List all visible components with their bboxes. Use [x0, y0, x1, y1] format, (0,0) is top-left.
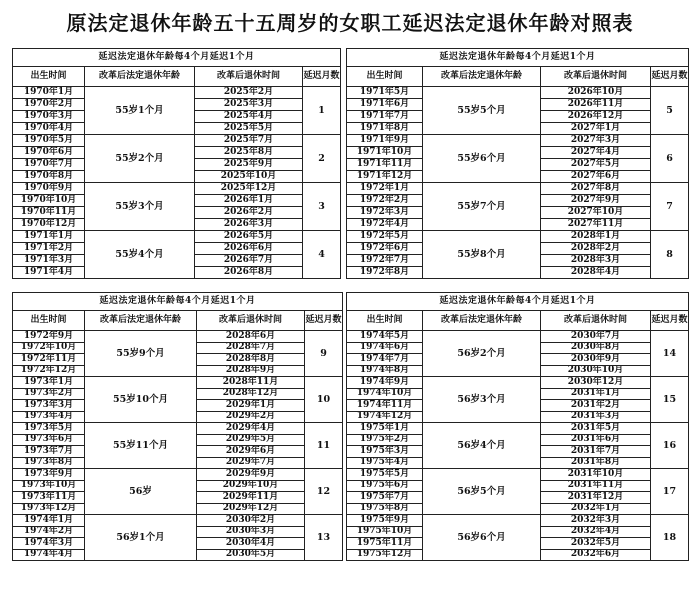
birth-time-cell: 1970年12月 [13, 219, 85, 231]
retire-time-cell: 2028年3月 [541, 255, 651, 267]
delay-months-cell: 14 [651, 331, 689, 377]
page-title: 原法定退休年龄五十五周岁的女职工延迟法定退休年龄对照表 [66, 11, 634, 35]
table-row [347, 469, 689, 481]
retire-age-cell: 55岁5个月 [423, 87, 541, 135]
retire-time-cell: 2026年10月 [541, 87, 651, 99]
birth-time-cell: 1975年6月 [347, 480, 423, 492]
retire-time-cell: 2027年6月 [541, 171, 651, 183]
table-caption: 延迟法定退休年龄每4个月延迟1个月 [347, 293, 689, 311]
header-retire-age: 改革后法定退休年龄 [85, 311, 197, 331]
birth-time-cell: 1972年1月 [347, 183, 423, 195]
retire-time-cell: 2032年3月 [541, 515, 651, 527]
retire-time-cell: 2030年10月 [541, 365, 651, 377]
birth-time-cell: 1972年4月 [347, 219, 423, 231]
retire-time-cell: 2029年11月 [197, 492, 305, 504]
table-2 [346, 48, 689, 279]
retire-time-cell: 2030年8月 [541, 342, 651, 354]
retire-age-cell: 55岁6个月 [423, 135, 541, 183]
retire-time-cell: 2030年9月 [541, 354, 651, 366]
table-row [347, 183, 689, 195]
retire-time-cell: 2026年3月 [195, 219, 303, 231]
retire-time-cell: 2026年11月 [541, 99, 651, 111]
table-row [13, 377, 343, 389]
header-retire-time: 改革后退休时间 [195, 67, 303, 87]
birth-time-cell: 1975年1月 [347, 423, 423, 435]
table-row [347, 377, 689, 389]
table-caption: 延迟法定退休年龄每4个月延迟1个月 [347, 49, 689, 67]
table-row [13, 515, 343, 527]
birth-time-cell: 1971年10月 [347, 147, 423, 159]
table-row [13, 423, 343, 435]
header-delay-months: 延迟月数 [303, 67, 341, 87]
birth-time-cell: 1970年5月 [13, 135, 85, 147]
table-row [13, 231, 341, 243]
retire-time-cell: 2031年12月 [541, 492, 651, 504]
delay-months-cell: 11 [305, 423, 343, 469]
retire-time-cell: 2030年5月 [197, 549, 305, 561]
birth-time-cell: 1973年2月 [13, 388, 85, 400]
table-row [13, 87, 341, 99]
birth-time-cell: 1975年4月 [347, 457, 423, 469]
birth-time-cell: 1971年7月 [347, 111, 423, 123]
retire-time-cell: 2026年1月 [195, 195, 303, 207]
delay-months-cell: 12 [305, 469, 343, 515]
retire-age-cell: 55岁7个月 [423, 183, 541, 231]
retire-time-cell: 2025年9月 [195, 159, 303, 171]
birth-time-cell: 1974年2月 [13, 526, 85, 538]
retire-time-cell: 2027年10月 [541, 207, 651, 219]
retire-time-cell: 2026年12月 [541, 111, 651, 123]
retire-age-cell: 55岁10个月 [85, 377, 197, 423]
caption-row [13, 293, 343, 311]
delay-months-cell: 9 [305, 331, 343, 377]
header-delay-months: 延迟月数 [651, 67, 689, 87]
birth-time-cell: 1975年5月 [347, 469, 423, 481]
retire-age-cell: 55岁11个月 [85, 423, 197, 469]
retire-age-cell: 55岁9个月 [85, 331, 197, 377]
birth-time-cell: 1971年1月 [13, 231, 85, 243]
delay-months-cell: 7 [651, 183, 689, 231]
header-row [347, 311, 689, 331]
table-3 [12, 292, 343, 561]
birth-time-cell: 1974年1月 [13, 515, 85, 527]
retire-time-cell: 2025年10月 [195, 171, 303, 183]
birth-time-cell: 1971年2月 [13, 243, 85, 255]
table-row [347, 331, 689, 343]
birth-time-cell: 1974年10月 [347, 388, 423, 400]
birth-time-cell: 1974年12月 [347, 411, 423, 423]
birth-time-cell: 1970年4月 [13, 123, 85, 135]
retire-time-cell: 2027年9月 [541, 195, 651, 207]
retire-time-cell: 2030年3月 [197, 526, 305, 538]
retire-time-cell: 2027年11月 [541, 219, 651, 231]
birth-time-cell: 1974年5月 [347, 331, 423, 343]
header-delay-months: 延迟月数 [651, 311, 689, 331]
retire-time-cell: 2029年2月 [197, 411, 305, 423]
birth-time-cell: 1975年7月 [347, 492, 423, 504]
birth-time-cell: 1974年11月 [347, 400, 423, 412]
birth-time-cell: 1971年9月 [347, 135, 423, 147]
retire-time-cell: 2031年7月 [541, 446, 651, 458]
retire-time-cell: 2029年9月 [197, 469, 305, 481]
birth-time-cell: 1971年8月 [347, 123, 423, 135]
retire-time-cell: 2026年8月 [195, 267, 303, 279]
retire-time-cell: 2031年5月 [541, 423, 651, 435]
table-row [347, 135, 689, 147]
retire-time-cell: 2025年8月 [195, 147, 303, 159]
retire-age-cell: 56岁3个月 [423, 377, 541, 423]
retire-time-cell: 2028年12月 [197, 388, 305, 400]
retire-time-cell: 2025年4月 [195, 111, 303, 123]
birth-time-cell: 1972年2月 [347, 195, 423, 207]
retire-time-cell: 2031年2月 [541, 400, 651, 412]
birth-time-cell: 1975年11月 [347, 538, 423, 550]
retire-time-cell: 2030年12月 [541, 377, 651, 389]
retire-time-cell: 2025年3月 [195, 99, 303, 111]
header-retire-age: 改革后法定退休年龄 [423, 67, 541, 87]
retire-time-cell: 2029年12月 [197, 503, 305, 515]
retire-age-cell: 56岁2个月 [423, 331, 541, 377]
retire-age-cell: 55岁1个月 [85, 87, 195, 135]
retire-time-cell: 2029年10月 [197, 480, 305, 492]
birth-time-cell: 1970年7月 [13, 159, 85, 171]
header-retire-age: 改革后法定退休年龄 [423, 311, 541, 331]
birth-time-cell: 1973年11月 [13, 492, 85, 504]
retire-age-cell: 56岁5个月 [423, 469, 541, 515]
birth-time-cell: 1972年10月 [13, 342, 85, 354]
header-retire-time: 改革后退休时间 [541, 311, 651, 331]
retire-time-cell: 2025年7月 [195, 135, 303, 147]
delay-months-cell: 4 [303, 231, 341, 279]
birth-time-cell: 1972年3月 [347, 207, 423, 219]
header-birth-time: 出生时间 [347, 67, 423, 87]
delay-months-cell: 8 [651, 231, 689, 279]
retire-age-cell: 55岁8个月 [423, 231, 541, 279]
birth-time-cell: 1975年2月 [347, 434, 423, 446]
birth-time-cell: 1974年9月 [347, 377, 423, 389]
retire-time-cell: 2031年1月 [541, 388, 651, 400]
retire-age-cell: 55岁4个月 [85, 231, 195, 279]
retire-time-cell: 2031年6月 [541, 434, 651, 446]
birth-time-cell: 1970年11月 [13, 207, 85, 219]
birth-time-cell: 1972年12月 [13, 365, 85, 377]
table-row [13, 331, 343, 343]
retire-time-cell: 2026年5月 [195, 231, 303, 243]
retire-time-cell: 2026年2月 [195, 207, 303, 219]
birth-time-cell: 1970年6月 [13, 147, 85, 159]
retire-time-cell: 2032年1月 [541, 503, 651, 515]
birth-time-cell: 1970年8月 [13, 171, 85, 183]
birth-time-cell: 1973年6月 [13, 434, 85, 446]
retire-time-cell: 2031年11月 [541, 480, 651, 492]
birth-time-cell: 1971年5月 [347, 87, 423, 99]
retire-time-cell: 2026年6月 [195, 243, 303, 255]
retire-time-cell: 2027年8月 [541, 183, 651, 195]
birth-time-cell: 1972年11月 [13, 354, 85, 366]
retire-time-cell: 2025年2月 [195, 87, 303, 99]
delay-months-cell: 6 [651, 135, 689, 183]
delay-months-cell: 18 [651, 515, 689, 561]
delay-months-cell: 2 [303, 135, 341, 183]
retire-time-cell: 2028年7月 [197, 342, 305, 354]
retire-time-cell: 2030年2月 [197, 515, 305, 527]
birth-time-cell: 1974年8月 [347, 365, 423, 377]
header-row [347, 67, 689, 87]
header-row [13, 67, 341, 87]
birth-time-cell: 1970年10月 [13, 195, 85, 207]
birth-time-cell: 1973年12月 [13, 503, 85, 515]
birth-time-cell: 1970年2月 [13, 99, 85, 111]
birth-time-cell: 1974年6月 [347, 342, 423, 354]
table-caption: 延迟法定退休年龄每4个月延迟1个月 [13, 293, 343, 311]
header-retire-age: 改革后法定退休年龄 [85, 67, 195, 87]
delay-months-cell: 16 [651, 423, 689, 469]
retire-time-cell: 2028年2月 [541, 243, 651, 255]
caption-row [347, 49, 689, 67]
retire-time-cell: 2030年4月 [197, 538, 305, 550]
retire-time-cell: 2029年5月 [197, 434, 305, 446]
retire-time-cell: 2027年5月 [541, 159, 651, 171]
birth-time-cell: 1973年5月 [13, 423, 85, 435]
birth-time-cell: 1973年4月 [13, 411, 85, 423]
table-row [13, 135, 341, 147]
birth-time-cell: 1972年8月 [347, 267, 423, 279]
caption-row [347, 293, 689, 311]
birth-time-cell: 1971年11月 [347, 159, 423, 171]
retire-time-cell: 2029年6月 [197, 446, 305, 458]
retire-time-cell: 2032年6月 [541, 549, 651, 561]
table-row [347, 515, 689, 527]
caption-row [13, 49, 341, 67]
birth-time-cell: 1972年7月 [347, 255, 423, 267]
header-retire-time: 改革后退休时间 [541, 67, 651, 87]
retire-time-cell: 2026年7月 [195, 255, 303, 267]
retire-time-cell: 2028年8月 [197, 354, 305, 366]
birth-time-cell: 1972年6月 [347, 243, 423, 255]
retire-age-cell: 56岁4个月 [423, 423, 541, 469]
retire-time-cell: 2028年1月 [541, 231, 651, 243]
birth-time-cell: 1974年7月 [347, 354, 423, 366]
delay-months-cell: 3 [303, 183, 341, 231]
table-row [347, 231, 689, 243]
birth-time-cell: 1971年4月 [13, 267, 85, 279]
birth-time-cell: 1971年12月 [347, 171, 423, 183]
delay-months-cell: 1 [303, 87, 341, 135]
table-caption: 延迟法定退休年龄每4个月延迟1个月 [13, 49, 341, 67]
retire-age-cell: 55岁2个月 [85, 135, 195, 183]
delay-months-cell: 5 [651, 87, 689, 135]
birth-time-cell: 1973年10月 [13, 480, 85, 492]
delay-months-cell: 17 [651, 469, 689, 515]
birth-time-cell: 1970年1月 [13, 87, 85, 99]
birth-time-cell: 1974年4月 [13, 549, 85, 561]
birth-time-cell: 1971年6月 [347, 99, 423, 111]
retire-time-cell: 2028年9月 [197, 365, 305, 377]
birth-time-cell: 1972年5月 [347, 231, 423, 243]
birth-time-cell: 1973年8月 [13, 457, 85, 469]
header-row [13, 311, 343, 331]
retire-time-cell: 2030年7月 [541, 331, 651, 343]
retire-age-cell: 55岁3个月 [85, 183, 195, 231]
birth-time-cell: 1975年10月 [347, 526, 423, 538]
retire-time-cell: 2032年5月 [541, 538, 651, 550]
retire-time-cell: 2027年1月 [541, 123, 651, 135]
retire-time-cell: 2028年6月 [197, 331, 305, 343]
header-birth-time: 出生时间 [347, 311, 423, 331]
retire-time-cell: 2029年7月 [197, 457, 305, 469]
birth-time-cell: 1973年3月 [13, 400, 85, 412]
header-retire-time: 改革后退休时间 [197, 311, 305, 331]
table-4 [346, 292, 689, 561]
birth-time-cell: 1973年1月 [13, 377, 85, 389]
birth-time-cell: 1973年7月 [13, 446, 85, 458]
birth-time-cell: 1974年3月 [13, 538, 85, 550]
birth-time-cell: 1975年9月 [347, 515, 423, 527]
retire-age-cell: 56岁6个月 [423, 515, 541, 561]
retire-time-cell: 2028年4月 [541, 267, 651, 279]
delay-months-cell: 15 [651, 377, 689, 423]
delay-months-cell: 10 [305, 377, 343, 423]
retire-time-cell: 2031年10月 [541, 469, 651, 481]
retire-time-cell: 2029年4月 [197, 423, 305, 435]
birth-time-cell: 1975年12月 [347, 549, 423, 561]
retire-time-cell: 2031年3月 [541, 411, 651, 423]
table-row [13, 183, 341, 195]
birth-time-cell: 1975年3月 [347, 446, 423, 458]
table-row [13, 469, 343, 481]
birth-time-cell: 1971年3月 [13, 255, 85, 267]
birth-time-cell: 1975年8月 [347, 503, 423, 515]
delay-months-cell: 13 [305, 515, 343, 561]
retire-time-cell: 2027年3月 [541, 135, 651, 147]
birth-time-cell: 1970年9月 [13, 183, 85, 195]
retire-age-cell: 56岁1个月 [85, 515, 197, 561]
table-row [347, 423, 689, 435]
header-birth-time: 出生时间 [13, 67, 85, 87]
birth-time-cell: 1970年3月 [13, 111, 85, 123]
birth-time-cell: 1973年9月 [13, 469, 85, 481]
retire-time-cell: 2032年4月 [541, 526, 651, 538]
birth-time-cell: 1972年9月 [13, 331, 85, 343]
retire-time-cell: 2031年8月 [541, 457, 651, 469]
retire-time-cell: 2025年12月 [195, 183, 303, 195]
table-row [347, 87, 689, 99]
header-birth-time: 出生时间 [13, 311, 85, 331]
table-1 [12, 48, 341, 279]
retire-time-cell: 2028年11月 [197, 377, 305, 389]
retire-time-cell: 2029年1月 [197, 400, 305, 412]
retire-age-cell: 56岁 [85, 469, 197, 515]
retire-time-cell: 2027年4月 [541, 147, 651, 159]
retire-time-cell: 2025年5月 [195, 123, 303, 135]
header-delay-months: 延迟月数 [305, 311, 343, 331]
